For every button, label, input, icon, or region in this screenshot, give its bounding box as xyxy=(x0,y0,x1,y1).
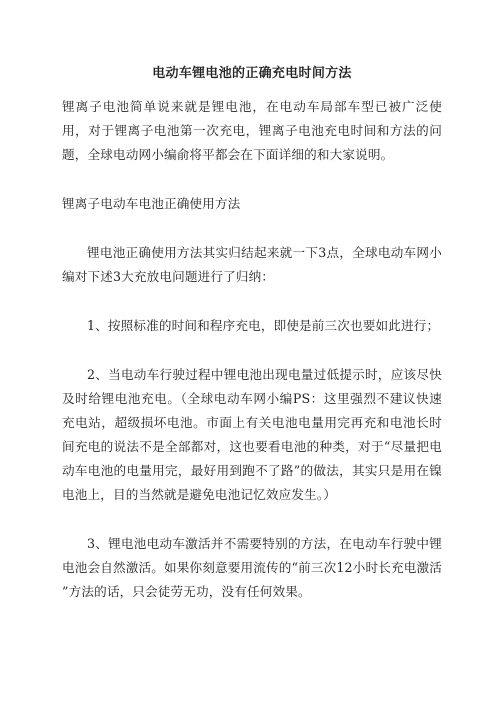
point-1-paragraph: 1、按照标准的时间和程序充电，即使是前三次也要如此进行； xyxy=(87,318,440,333)
section-heading: 锂离子电动车电池正确使用方法 xyxy=(62,196,241,211)
intro-paragraph: 锂离子电池简单说来就是锂电池，在电动车局部车型已被广泛使用，对于锂离子电池第一次充电，锂离子电池充电时间和方法的问题，全球电动网小编俞将平都会在下面详细的和大家说明。 xyxy=(62,99,442,162)
point-2-paragraph: 2、当电动车行驶过程中锂电池出现电量过低提示时，应该尽快及时给锂电池充电。（全球电动车网小编PS：这里强烈不建议快速充电站，超级损坏电池。市面上有关电池电量用完再充和电池长时间充电的说法不是全部都对，这也要看电池的种类，对于“尽量把电动车电池的电量用完，最好用到跑不了路”的做法，其实只是用在镍电池上，目的当然就是避免电池记忆效应发生。） xyxy=(62,367,442,502)
document-title: 电动车锂电池的正确充电时间方法 xyxy=(152,66,352,81)
point-3-paragraph: 3、锂电池电动车激活并不需要特别的方法，在电动车行驶中锂电池会自然激活。如果你刻意要用流传的“前三次12小时长充电激活 ”方法的话，只会徒劳无功，没有任何效果。 xyxy=(62,536,442,599)
summary-paragraph: 锂电池正确使用方法其实归结起来就一下3点，全球电动车网小编对下述3大充放电问题进行了归纳： xyxy=(62,245,442,284)
